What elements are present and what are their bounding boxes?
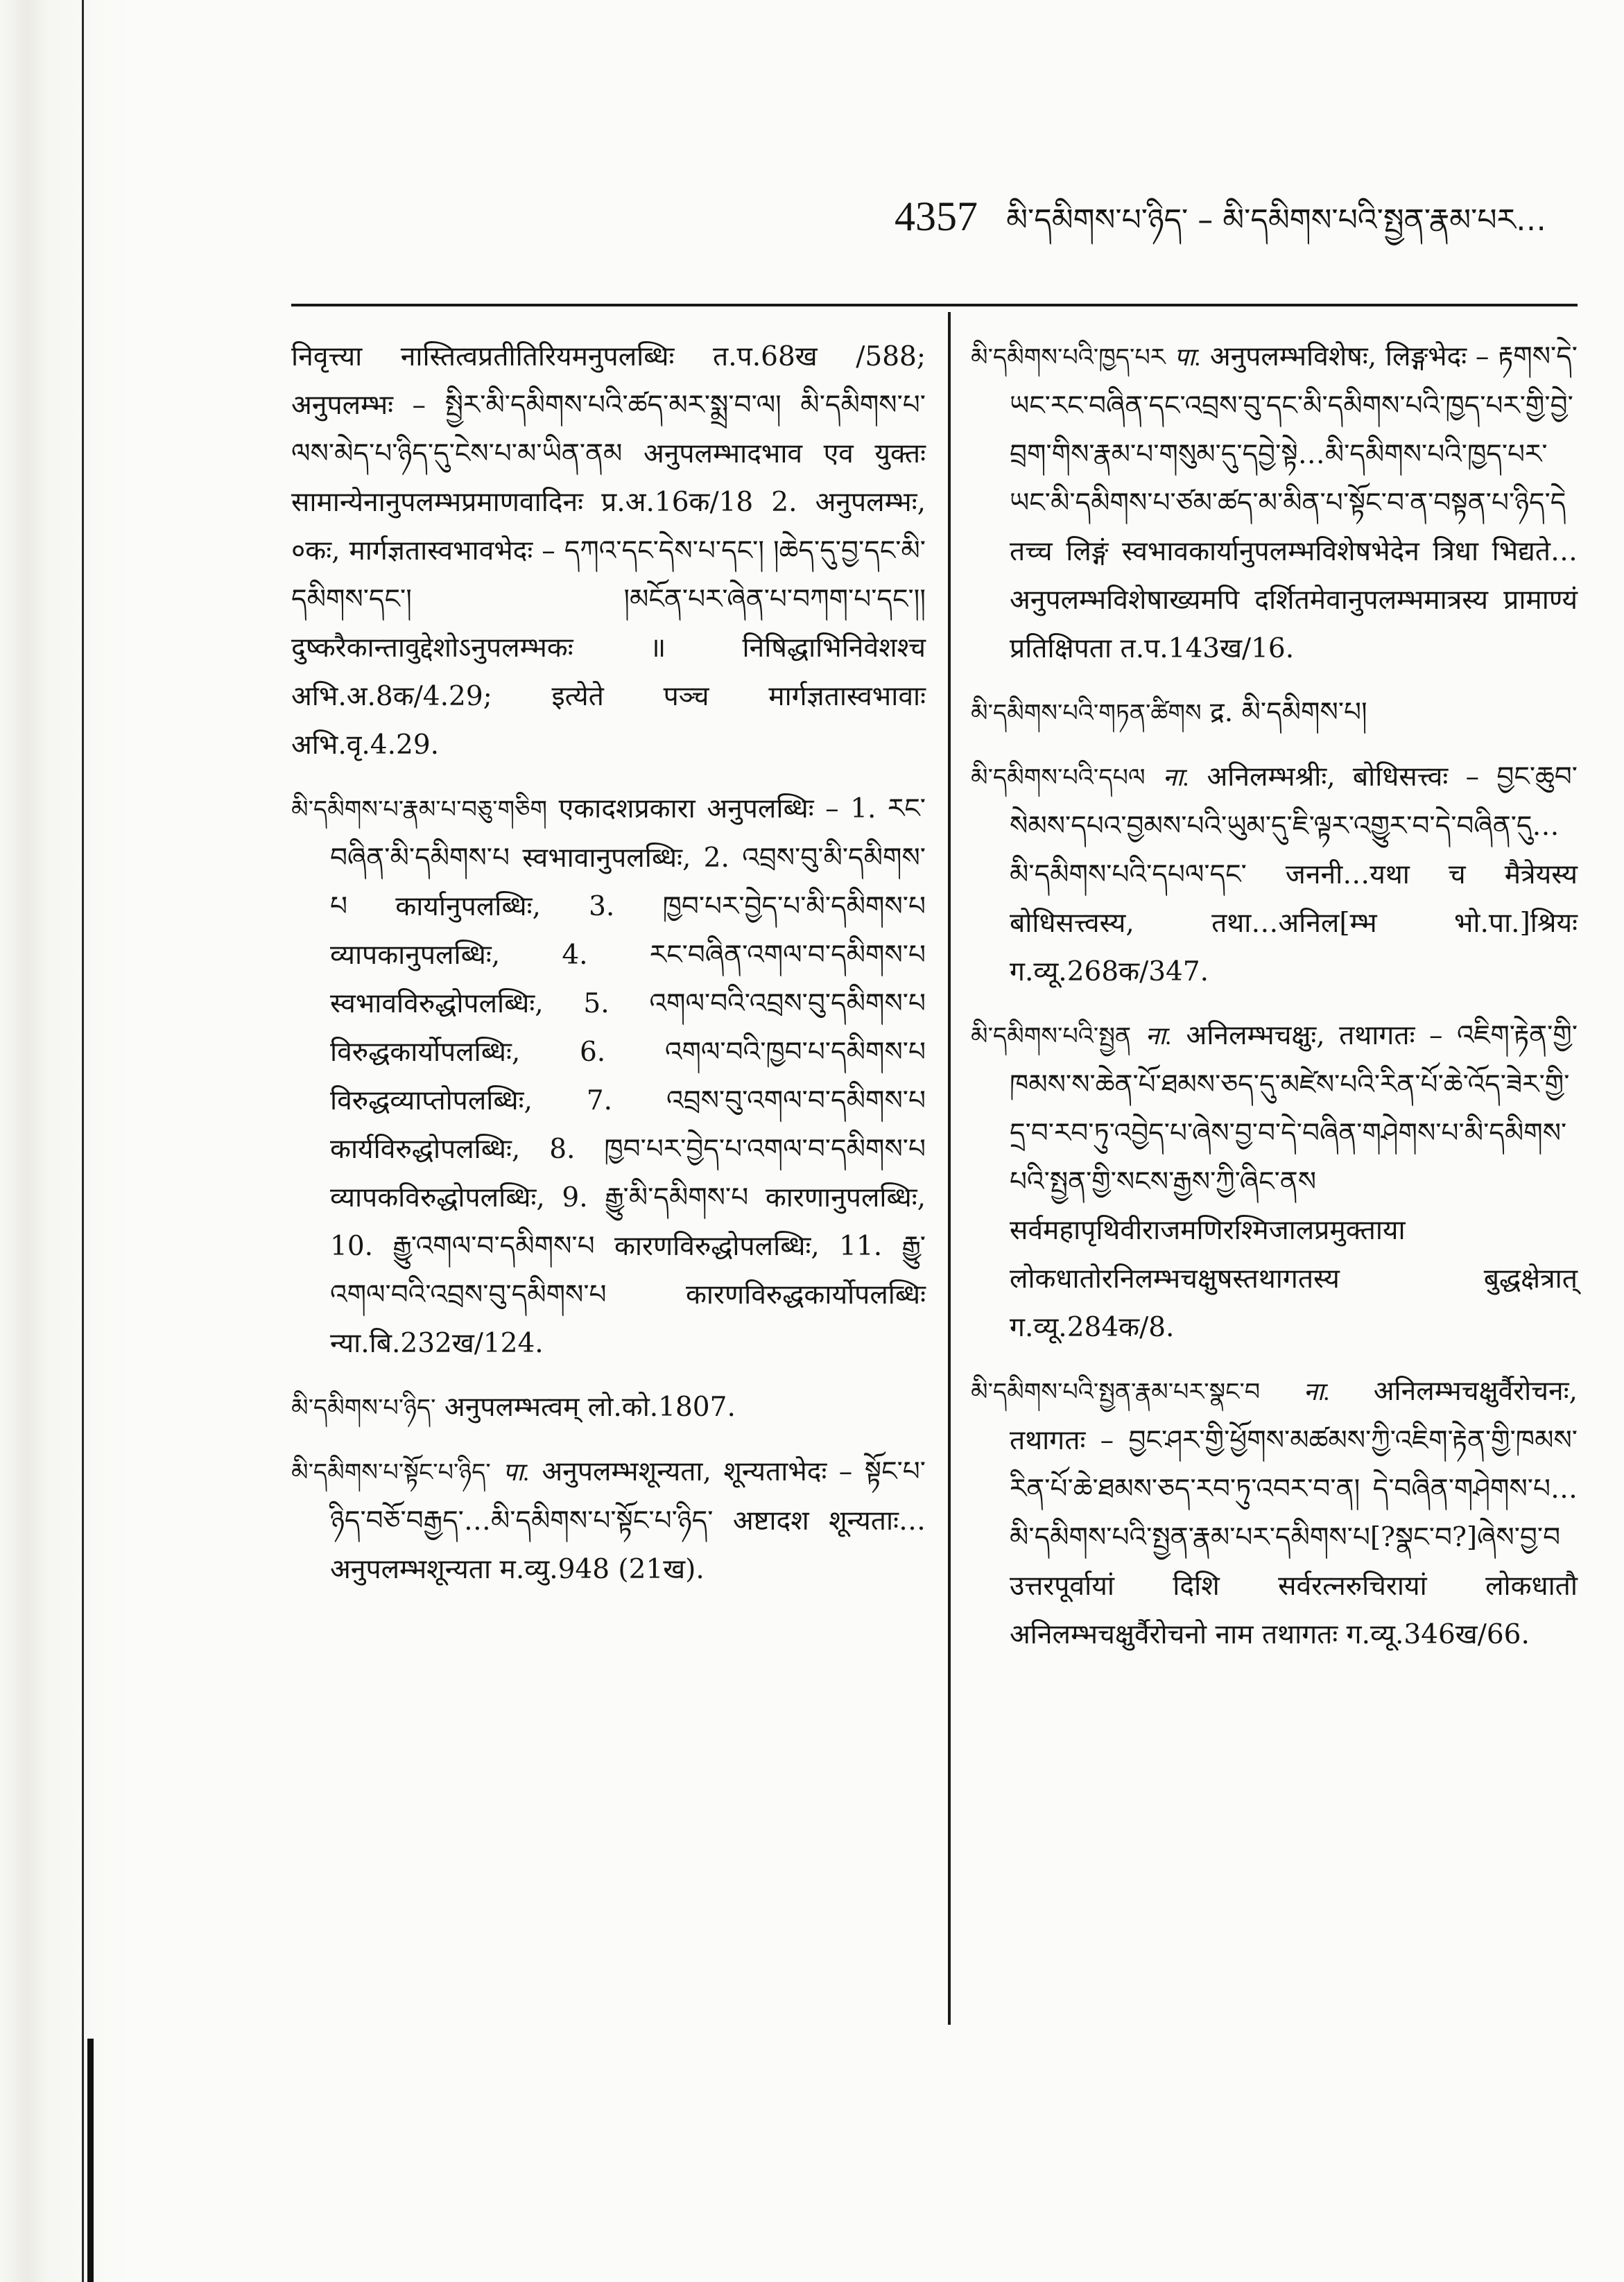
entry-category: ना. (1162, 763, 1190, 791)
dictionary-entry (291, 333, 926, 770)
binding-shadow (0, 0, 132, 2282)
column-divider (948, 312, 951, 2025)
entry-headword: མི་དམིགས་པའི་སྤྱན་རྣམ་པར་སྣང་བ (971, 1378, 1261, 1406)
entry-category: ना. (1145, 1022, 1173, 1050)
entry-text: अनिलम्भचक्षुः, तथागतः – འཇིག་རྟེན་གྱི་ཁམས་ས་ཆེན་པོ་ཐམས་ཅད་དུ་མཛེས་པའི་རིན་པོ་ཆེ་འོད་ཟེར་གྱི་དྲ་བ་རབ་ཏུ་འབྱེད་པ་ཞེས་བྱ་བ་དེ་བཞིན་གཤེགས་པ་མི་དམིགས་པའི་སྤྱན་གྱི་སངས་རྒྱས་ཀྱི་ཞིང་ནས सर्वमहापृथिवीराजमणिरश्मिजालप्रमुक्ताया लोकधातोरनिलम्भचक्षुषस्तथागतस्य बुद्धक्षेत्रात् ग.व्यू.284क/8. (1010, 1020, 1578, 1343)
entry-category: पा. (1174, 343, 1202, 371)
dictionary-entry (291, 785, 926, 1368)
entry-text: अनिलम्भचक्षुर्वैरोचनः, तथागतः – བྱང་ཤར་གྱི་ཕྱོགས་མཚམས་ཀྱི་འཇིག་རྟེན་གྱི་ཁམས་རིན་པོ་ཆེ་ཐམས་ཅད་རབ་ཏུ་འབར་བ་ན། དེ་བཞིན་གཤེགས་པ…མི་དམིགས་པའི་སྤྱན་རྣམ་པར་དམིགས་པ[?སྣང་བ?]ཞེས་བྱ་བ उत्तरपूर्वायां दिशि सर्वरत्नरुचिरायां लोकधातौ अनिलम्भचक्षुर्वैरोचनो नाम तथागतः ग.व्यू.346ख/66. (1010, 1376, 1578, 1650)
running-header (895, 193, 1623, 239)
running-head-text: མི་དམིགས་པ་ཉིད་ – མི་དམིགས་པའི་སྤྱན་རྣམ་པར… (1006, 202, 1547, 238)
entry-headword: མི་དམིགས་པའི་སྤྱན (971, 1023, 1132, 1051)
entry-headword: མི་དམིགས་པའི་གཏན་ཚིགས (971, 700, 1202, 727)
entry-category: पा. (503, 1458, 530, 1486)
left-column (291, 333, 926, 1609)
page-number: 4357 (895, 193, 978, 239)
entry-text: द्र. མི་དམིགས་པ། (1210, 697, 1367, 728)
dictionary-entry (971, 1367, 1578, 1659)
dictionary-entry (291, 1383, 926, 1433)
dictionary-entry (291, 1448, 926, 1594)
entry-text: एकादशप्रकारा अनुपलब्धिः – 1. རང་བཞིན་མི་དམིགས་པ स्वभावानुपलब्धिः, 2. འབྲས་བུ་མི་དམིགས་པ कार्यानुपलब्धिः, 3. ཁྱབ་པར་བྱེད་པ་མི་དམིགས་པ व्यापकानुपलब्धिः, 4. རང་བཞིན་འགལ་བ་དམིགས་པ स्वभावविरुद्धोपलब्धिः, 5. འགལ་བའི་འབྲས་བུ་དམིགས་པ विरुद्धकार्योपलब्धिः, 6. འགལ་བའི་ཁྱབ་པ་དམིགས་པ विरुद्धव्याप्तोपलब्धिः, 7. འབྲས་བུ་འགལ་བ་དམིགས་པ कार्यविरुद्धोपलब्धिः, 8. ཁྱབ་པར་བྱེད་པ་འགལ་བ་དམིགས་པ व्यापकविरुद्धोपलब्धिः, 9. རྒྱུ་མི་དམིགས་པ कारणानुपलब्धिः, 10. རྒྱུ་འགལ་བ་དམིགས་པ कारणविरुद्धोपलब्धिः, 11. རྒྱུ་འགལ་བའི་འབྲས་བུ་དམིགས་པ कारणविरुद्धकार्योपलब्धिः न्या.बि.232ख/124. (330, 793, 926, 1359)
dictionary-entry (971, 333, 1578, 673)
entry-headword: མི་དམིགས་པའི་དཔལ (971, 764, 1146, 792)
entry-headword: མི་དམིགས་པའི་ཁྱད་པར (971, 344, 1166, 372)
entry-text: अनुपलम्भत्वम् लो.को.1807. (444, 1392, 736, 1423)
entry-text: अनुपलम्भविशेषः, लिङ्गभेदः – རྟགས་དེ་ཡང་རང་བཞིན་དང་འབྲས་བུ་དང་མི་དམིགས་པའི་ཁྱད་པར་གྱི་བྱེ་བྲག་གིས་རྣམ་པ་གསུམ་དུ་དབྱེ་སྟེ…མི་དམིགས་པའི་ཁྱད་པར་ཡང་མི་དམིགས་པ་ཙམ་ཚད་མ་མིན་པ་སྟོང་བ་ན་བསྟན་པ་ཉིད་དེ तच्च लिङ्गं स्वभावकार्यानुपलम्भविशेषभेदेन त्रिधा भिद्यते…अनुपलम्भविशेषाख्यमपि दर्शितमेवानुपलम्भमात्रस्य प्रामाण्यं प्रतिक्षिपता त.प.143ख/16. (1010, 341, 1578, 664)
entry-headword: མི་དམིགས་པ་ཉིད་ (291, 1394, 436, 1422)
dictionary-entry (971, 753, 1578, 996)
binding-edge (82, 0, 84, 2282)
right-column (971, 333, 1578, 1675)
entry-category: ना. (1303, 1378, 1331, 1406)
entry-headword: མི་དམིགས་པ་རྣམ་པ་བཅུ་གཅིག (291, 796, 548, 824)
entry-text: निवृत्त्या नास्तित्वप्रतीतिरियमनुपलब्धिः त.प.68ख /588; अनुपलम्भः – སྤྱིར་མི་དམིགས་པའི་ཚད་མར་སྨྲ་བ་ལ། མི་དམིགས་པ་ལས་མེད་པ་ཉིད་དུ་ངེས་པ་མ་ཡིན་ནམ अनुपलम्भादभाव एव युक्तः सामान्येनानुपलम्भप्रमाणवादिनः प्र.अ.16क/18 2. अनुपलम्भः, ०कः, मार्गज्ञतास्वभावभेदः – དཀའ་དང་དེས་པ་དང་། །ཆེད་དུ་བྱ་དང་མི་དམིགས་དང་། །མངོན་པར་ཞེན་པ་བཀག་པ་དང་།། दुष्करैकान्तावुद्देशोऽनुपलम्भकः ॥ निषिद्धाभिनिवेशश्च अभि.अ.8क/4.29; इत्येते पञ्च मार्गज्ञतास्वभावाः अभि.वृ.4.29. (291, 341, 926, 761)
header-rule (291, 304, 1578, 306)
entry-headword: མི་དམིགས་པ་སྟོང་པ་ཉིད་ (291, 1459, 491, 1487)
entry-text: अनुपलम्भशून्यता, शून्यताभेदः – སྟོང་པ་ཉིད་བཅོ་བརྒྱད་…མི་དམིགས་པ་སྟོང་པ་ཉིད་ अष्टादश शून्यताः…अनुपलम्भशून्यता म.व्यु.948 (21ख). (330, 1456, 926, 1585)
dictionary-entry (971, 1012, 1578, 1352)
dictionary-entry (971, 689, 1578, 738)
entry-text: अनिलम्भश्रीः, बोधिसत्त्वः – བྱང་ཆུབ་སེམས་དཔའ་བྱམས་པའི་ཡུམ་དུ་ཇི་ལྟར་འགྱུར་བ་དེ་བཞིན་དུ…མི་དམིགས་པའི་དཔལ་དང་ जननी…यथा च मैत्रेयस्य बोधिसत्त्वस्य, तथा…अनिल[म्भ भो.पा.]श्रियः ग.व्यू.268क/347. (1010, 761, 1578, 987)
binding-edge-dark (87, 2039, 94, 2282)
